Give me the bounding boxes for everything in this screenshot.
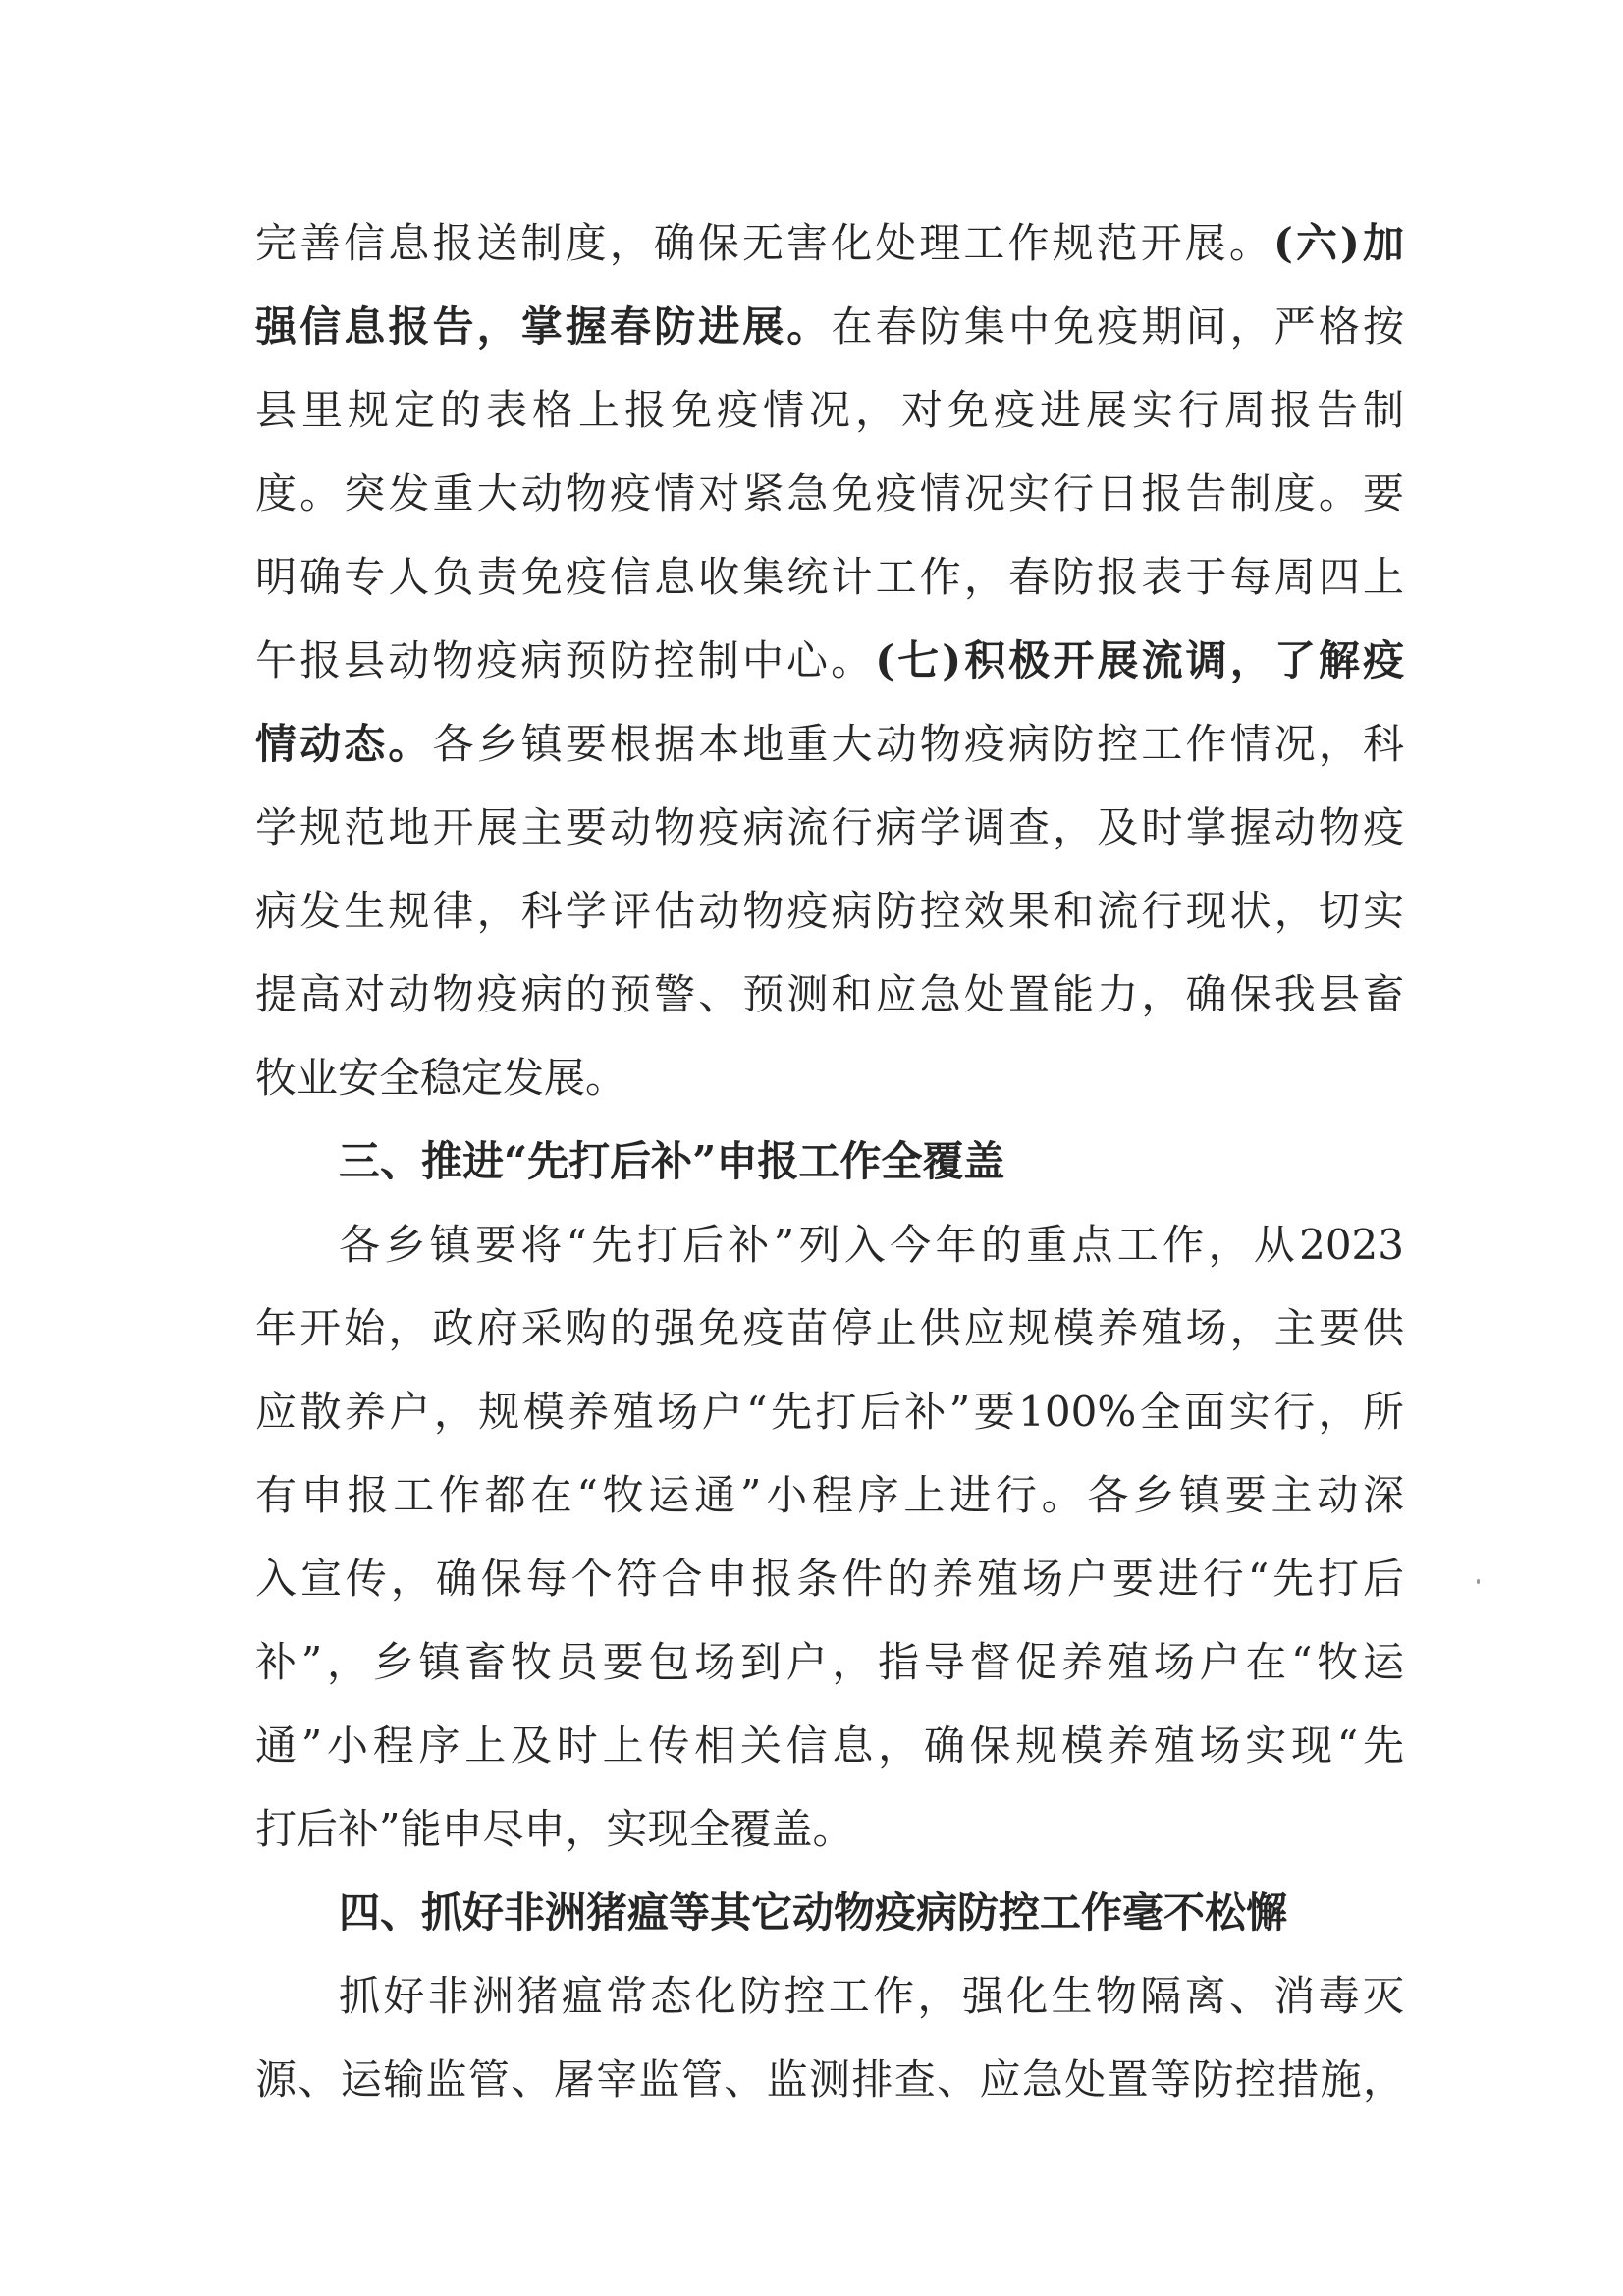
text-run: 补”，乡镇畜牧员要包场到户，指导督促养殖场户在“牧运	[255, 1638, 1404, 1686]
text-line	[255, 1466, 1404, 1525]
text-line	[255, 1299, 1404, 1358]
text-line	[339, 1216, 1404, 1275]
text-run: 牧业安全稳定发展。	[255, 1054, 627, 1102]
text-line	[255, 465, 1404, 523]
bold-text-run: 情动态。	[255, 720, 433, 768]
text-line	[255, 631, 1404, 690]
text-run: 完善信息报送制度，确保无害化处理工作规范开展。	[255, 219, 1273, 267]
text-run: 县里规定的表格上报免疫情况，对免疫进展实行周报告制	[255, 386, 1404, 434]
text-run: 各乡镇要将“先打后补”列入今年的重点工作，从2023	[339, 1221, 1404, 1269]
section-heading	[339, 1884, 1287, 1942]
text-line	[255, 298, 1404, 356]
text-run: 在春防集中免疫期间，严格按	[831, 302, 1404, 351]
bold-text-run: (六)加	[1272, 219, 1404, 267]
text-line	[255, 1550, 1404, 1609]
text-run: 通”小程序上及时上传相关信息，确保规模养殖场实现“先	[255, 1722, 1404, 1770]
text-run: 入宣传，确保每个符合申报条件的养殖场户要进行“先打后	[255, 1555, 1404, 1603]
text-line	[255, 1800, 1404, 1859]
scan-speck	[1477, 1579, 1480, 1584]
text-line	[339, 1967, 1404, 2026]
text-line	[255, 214, 1404, 273]
text-run: 年开始，政府采购的强免疫苗停止供应规模养殖场，主要供	[255, 1304, 1404, 1352]
text-run: 有申报工作都在“牧运通”小程序上进行。各乡镇要主动深	[255, 1471, 1404, 1519]
heading-text: 三、推进“先打后补”申报工作全覆盖	[339, 1137, 1005, 1185]
text-run: 度。突发重大动物疫情对紧急免疫情况实行日报告制度。要	[255, 469, 1404, 518]
text-line	[255, 882, 1404, 941]
heading-text: 四、抓好非洲猪瘟等其它动物疫病防控工作毫不松懈	[339, 1888, 1288, 1937]
text-run: 抓好非洲猪瘟常态化防控工作，强化生物隔离、消毒灭	[339, 1972, 1404, 2020]
text-run: 各乡镇要根据本地重大动物疫病防控工作情况，科	[432, 720, 1404, 768]
text-run: 应散养户，规模养殖场户“先打后补”要100%全面实行，所	[255, 1388, 1404, 1436]
text-line	[255, 798, 1404, 857]
text-line	[255, 1633, 1404, 1692]
text-run: 病发生规律，科学评估动物疫病防控效果和流行现状，切实	[255, 887, 1404, 935]
text-run: 提高对动物疫病的预警、预测和应急处置能力，确保我县畜	[255, 970, 1404, 1018]
text-line	[255, 1383, 1404, 1442]
bold-text-run: 强信息报告，掌握春防进展。	[255, 302, 832, 351]
text-run: 打后补”能申尽申，实现全覆盖。	[255, 1805, 854, 1853]
text-run: 源、运输监管、屠宰监管、监测排查、应急处置等防控措施，	[255, 2055, 1404, 2104]
text-line	[255, 548, 1404, 607]
text-line	[255, 381, 1404, 440]
bold-text-run: (七)积极开展流调，了解疫	[875, 636, 1404, 684]
section-heading	[339, 1132, 1004, 1191]
text-line	[255, 1717, 1404, 1776]
text-line	[255, 2050, 1404, 2109]
text-line	[255, 1049, 1404, 1108]
text-line	[255, 965, 1404, 1024]
text-run: 明确专人负责免疫信息收集统计工作，春防报表于每周四上	[255, 553, 1404, 601]
text-line	[255, 715, 1404, 774]
text-run: 午报县动物疫病预防控制中心。	[255, 636, 876, 684]
text-run: 学规范地开展主要动物疫病流行病学调查，及时掌握动物疫	[255, 803, 1404, 851]
